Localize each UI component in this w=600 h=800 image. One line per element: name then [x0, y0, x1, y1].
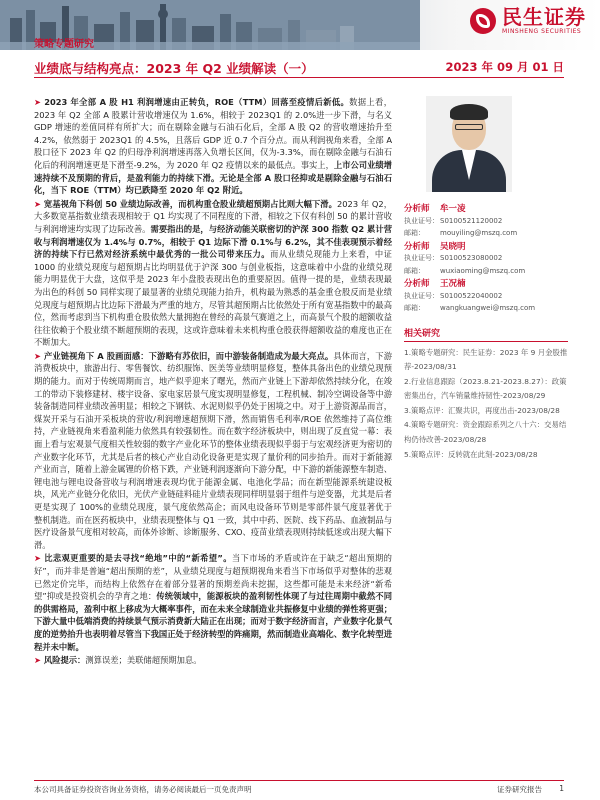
paragraph-2-body1: 2023 年 Q2，大多数宽基指数业绩表现相较于 Q1 均实现了不同程度的下滑，相较之下仅有科创 50 的累计营收与利润增速均实现了边际改善。: [34, 198, 393, 234]
related-research-heading: 相关研究: [404, 326, 568, 342]
analyst-role: 分析师: [404, 241, 430, 252]
sidebar: [404, 96, 568, 462]
related-research-item[interactable]: 5.策略点评：反转就在此刻-2023/08/28: [404, 449, 538, 459]
report-body: [34, 96, 392, 668]
minsheng-logo: [470, 6, 586, 36]
related-research-item[interactable]: 1.策略专题研究：民生证券：2023 年 9 月金股推荐-2023/08/31: [404, 347, 568, 372]
analyst-name: 牟一凌: [440, 204, 466, 215]
analyst-3: [404, 277, 568, 315]
bullet-icon: ➤: [34, 655, 44, 666]
paragraph-4: [34, 552, 392, 653]
footer-disclaimer: 本公司具备证券投资咨询业务资格，请务必阅读最后一页免责声明: [34, 785, 252, 794]
analyst-1: [404, 202, 568, 240]
mail-label: 邮箱：: [404, 304, 425, 313]
bullet-icon: ➤: [34, 198, 44, 209]
cert-number: S0100523080002: [440, 254, 503, 263]
report-title: 业绩底与结构亮点：2023 年 Q2 业绩解读（一）: [34, 61, 314, 76]
analyst-role: 分析师: [404, 279, 430, 290]
bullet-icon: ➤: [34, 350, 44, 361]
mail-label: 邮箱：: [404, 266, 425, 275]
related-research-item[interactable]: 4.策略专题研究：资金跟踪系列之八十六：交易结构仍待改善-2023/08/28: [404, 420, 567, 445]
page-number: 1: [559, 784, 564, 793]
paragraph-1-lead: 2023 年全部 A 股 H1 利润增速由正转负，ROE（TTM）回落至疫情后新低。: [44, 97, 350, 107]
paragraph-3-lead: 产业链视角下 A 股画面感：下游略有苏依旧，而中游装备制造成为最大亮点。: [43, 350, 334, 361]
logo-text: 民生证券: [502, 5, 586, 29]
paragraph-2-lead: 宽基视角下科创 50 业绩边际改善，而机构重仓股业绩超预期占比则大幅下滑。: [43, 198, 337, 209]
paragraph-4-body: 当下市场的矛盾或许在于缺乏“超出预期的好”，而并非是普遍“超出预期的差”，从业绩兑现度与超预期视角来看当下市场似乎对整体的悲观已然定价完毕，而结构上依然存在着部分显著的预期差尚未挖掘，这些都可能是未来经济“新希望”抑或是投资机会的孕育之地：: [34, 553, 392, 602]
report-series: 策略专题研究: [34, 39, 94, 50]
paragraph-3-body: 具体而言，下游消费板块中，旅游出行、零售餐饮、纺织服饰、医美等业绩明显修复，整体具备出色的业绩兑现预期的能力。而对于传统周期而言，地产似乎迎来了曙光，然而产业链上下游却依然持续分化，在竣工的带动下装修建材、楼宇设备、家电家居景气度实现明显修复，工程机械、制冷空调设备等中游装备制造同样业绩改善明显；相较之下钢铁、水泥则似乎仍处于困境之中。对于上游资源品而言，煤炭开采与石油开采板块的营收/利润增速超预期下滑，然而销售毛利率/ROE 依然维持了高位维持，产业链视角来看盈利能力依然具有较强韧性。而在数字经济板块中，则出现了反直觉一幕：表面上看与宏观景气度相关性较弱的数字产业化环节的整体业绩表现似乎弱于与宏观经济更为密切的产业数字化环节，尤其是后者的核心产业自动化设备更是实现了量价利的同步抬升。而对于新能源产业而言，随着上游金属锂的价格下跌，产业链利润逐渐向下游分配，中下游的新能源整车制造、锂电池与锂电设备营收与利润增速表现均优于能源金属、电池化学品；而在新型能源系统建设板块，风光产业链分化依旧，光伏产业链硅料硅片业绩表现同样明显弱于组件与逆变器，尤其是后者更是实现了 100%的业绩兑现度，景气度依然高企；而风电设备环节则是零部件景气度显著优于整机制造。而在医药板块中，业绩表现整体与 Q1 一致，其中中药、医院、线下药品、血液制品与医疗设备景气度相对较高，而体外诊断、诊断服务、CXO、疫苗业绩表现则持续低迷或出现大幅下滑。: [34, 350, 392, 550]
analyst-name: 王况楠: [440, 279, 466, 290]
title-row: [34, 59, 564, 78]
bullet-icon: ➤: [34, 553, 45, 564]
paragraph-1-body: 数据上看，2023 年 Q2 全部 A 股累计营收增速仅为 1.6%，相较于 2023Q1 的 2.0%进一步下滑，与名义 GDP 增速的差值同样有所扩大；而在剔除金融与石油石化后，全部 A 股 Q2 的营收增速抬升至 4.2%，依然弱于 2023Q1 的 4.5%，且落后 GDP 近 0.7 个百分点。而从利润视角来看，全部 A 股口径下 2023 年 Q2 的归母净利润增速再落入负增长区间，仅为-3.3%，而在剔除金融与石油石化后的利润增速更是下滑至-9.2%，为 2020 年 Q2 疫情以来的最低点。事实上，: [34, 97, 392, 170]
paragraph-1-bold: 上市公司业绩增速持续不及预期的背后，是盈利能力的持续下滑。无论是全部 A 股口径抑或是剔除金融与石油石化，当下 ROE（TTM）均已跌降至 2020 年 Q2 附近。: [34, 159, 392, 196]
report-date: 2023 年 09 月 01 日: [445, 60, 564, 74]
cert-label: 执业证号：: [404, 216, 439, 225]
analyst-name: 吴晓明: [440, 241, 466, 252]
page-footer: [34, 780, 564, 795]
cert-label: 执业证号：: [404, 291, 439, 300]
paragraph-2: [34, 198, 392, 349]
logo-subtext: MINSHENG SECURITIES: [502, 28, 582, 35]
analyst-email[interactable]: wangkuangwei@mszq.com: [440, 304, 536, 313]
risk-label: 风险提示：: [43, 655, 86, 666]
analyst-email[interactable]: wuxiaoming@mszq.com: [440, 266, 526, 275]
analyst-role: 分析师: [404, 204, 430, 215]
paragraph-4-lead: 比悲观更重要的是去寻找“绝地”中的“新希望”。: [44, 553, 232, 564]
cert-label: 执业证号：: [404, 254, 439, 263]
related-research-list: [404, 346, 568, 463]
paragraph-5: [34, 654, 392, 667]
analyst-email[interactable]: mouyiling@mszq.com: [440, 229, 518, 238]
paragraph-1: [34, 96, 392, 197]
paragraph-3: [34, 350, 392, 552]
risk-body: 测算误差；美联储超预期加息。: [85, 655, 202, 666]
mail-label: 邮箱：: [404, 229, 425, 238]
related-research-item[interactable]: 3.策略点评：汇聚共识，再度出击-2023/08/28: [404, 405, 560, 415]
paragraph-2-bold: 需要指出的是，与经济动能关联密切的沪深 300 指数 Q2 累计营收与利润增速仅为 1.4%与 0.7%，相较于 Q1 边际下滑 0.1%与 6.2%，其不佳表现预示着经济的持续下行已然对经济系统中最优秀的一批公司带来压力。: [34, 223, 392, 260]
paragraph-2-body2: 而从业绩兑现能力上来看，中证 1000 的业绩兑现度与超预期占比均明显优于沪深 300 与创业板指，这意味着中小盘的业绩兑现能力明显优于大盘，这似乎是 2023 年小盘股表现出色的重要原因。值得一提的是，业绩表现最为出色的科创 50 同样实现了最显著的业绩兑现能力抬升，机构最为熟悉的基金重仓股反而是业绩兑现度与超预期占比边际下滑最为严重的地方，尽管其超预期占比依然处于所有宽基指数中的最高位，然而考虑到当下机构重仓股依然大量拥抱在曾经的高景气赛道之上，而高景气个股的超额收益往往依赖于个股业绩不断超预期的表现，这或许意味着未来机构重仓股获得超额收益的难度也正在不断加大。: [34, 249, 392, 348]
analyst-2: [404, 240, 568, 278]
related-research-item[interactable]: 2.行业信息跟踪（2023.8.21-2023.8.27）：政策密集出台，汽车销量维持韧性-2023/08/29: [404, 376, 567, 401]
cert-number: S0100521120002: [440, 216, 503, 225]
cert-number: S0100522040002: [440, 291, 503, 300]
bullet-icon: ➤: [34, 97, 45, 107]
minsheng-logo-icon: [470, 8, 496, 34]
footer-report-type: 证券研究报告: [497, 785, 542, 794]
analyst-photo: [426, 96, 512, 192]
paragraph-4-bold: 传统领域中，能源板块的盈利韧性体现了与过往周期中截然不同的供需格局，盈利中枢上移成为大概率事件，而在未来全球制造业共振修复中业绩的弹性将更强；下游大量中低端消费的持续景气预示消费新大陆正在出现；而对于数字经济而言，产业数字化景气度的逆势抬升也表明着尽管当下我国正处于经济转型的阵痛期，然而制造业高端化、数字化转型进程并未中断。: [34, 591, 392, 652]
